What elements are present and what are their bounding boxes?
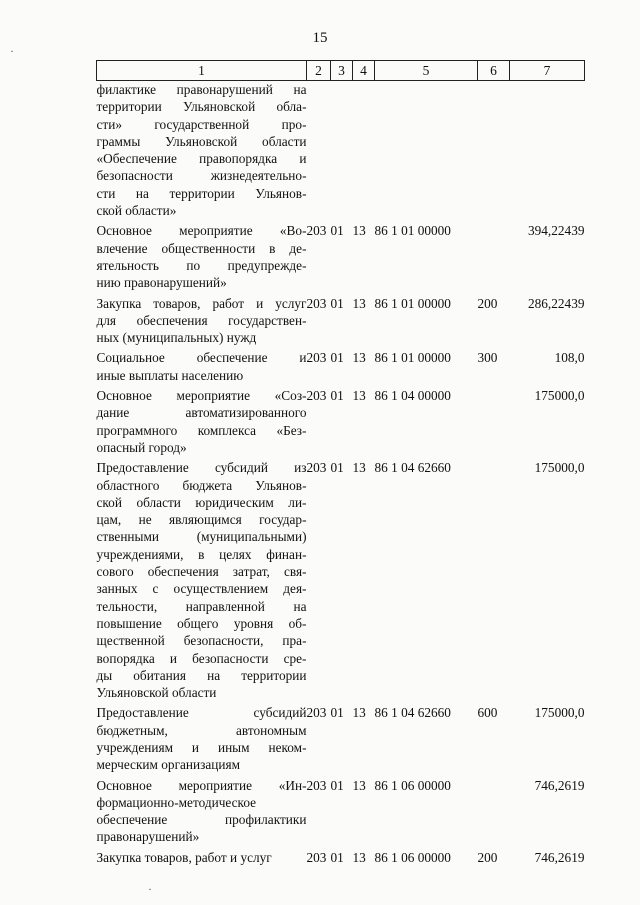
description-line: ных (муниципальных) нужд bbox=[96, 330, 257, 346]
table-row bbox=[97, 295, 585, 350]
row-description bbox=[97, 387, 307, 459]
row-sum: 746,2619 bbox=[534, 777, 585, 793]
table-row bbox=[97, 222, 585, 294]
row-description bbox=[97, 81, 307, 223]
description-line: вопорядка и безопасности сре- bbox=[96, 650, 307, 666]
row-glv-code: 203 bbox=[306, 777, 327, 793]
table-row bbox=[97, 777, 585, 849]
row-rz-code: 01 bbox=[330, 849, 344, 865]
table-header-row bbox=[97, 61, 585, 81]
row-sum: 175000,0 bbox=[534, 460, 585, 476]
row-vr-code: 600 bbox=[477, 705, 498, 721]
row-vr-code bbox=[478, 459, 510, 704]
row-rz-code bbox=[331, 81, 353, 223]
row-vr-code: 200 bbox=[477, 295, 498, 311]
description-line: ственными (муниципальными) bbox=[96, 529, 307, 545]
row-pr-code: 13 bbox=[352, 223, 366, 239]
row-rz-code: 01 bbox=[330, 460, 344, 476]
description-line: сового обеспечения затрат, свя- bbox=[96, 564, 307, 580]
description-line: программного комплекса «Без- bbox=[96, 422, 307, 438]
description-line: ды обитания на территории bbox=[96, 667, 307, 683]
description-line: безопасности жизнедеятельно- bbox=[96, 168, 307, 184]
budget-table bbox=[96, 60, 585, 869]
description-line: опасный город» bbox=[96, 439, 187, 455]
description-line: Предоставление субсидий bbox=[96, 705, 307, 721]
description-line: сти» государственной про- bbox=[96, 116, 307, 132]
description-line: мерческим организациям bbox=[96, 757, 241, 773]
row-vr-code: 200 bbox=[477, 849, 498, 865]
row-cs-code bbox=[375, 81, 478, 223]
row-vr-code bbox=[478, 387, 510, 459]
row-cs-code: 86 1 06 00000 bbox=[374, 849, 451, 865]
description-line: Социальное обеспечение и bbox=[96, 350, 307, 366]
row-rz-code: 01 bbox=[330, 388, 344, 404]
description-line: территории Ульяновской обла- bbox=[96, 99, 307, 115]
row-cs-code: 86 1 01 00000 bbox=[374, 295, 451, 311]
row-rz-code: 01 bbox=[330, 777, 344, 793]
row-cs-code: 86 1 01 00000 bbox=[374, 223, 451, 239]
table-row bbox=[97, 81, 585, 223]
row-glv-code: 203 bbox=[306, 460, 327, 476]
description-line: влечение общественности в де- bbox=[96, 240, 307, 256]
description-line: Ульяновской области bbox=[96, 685, 217, 701]
row-rz-code: 01 bbox=[330, 705, 344, 721]
description-line: Основное мероприятие «Во- bbox=[96, 223, 307, 239]
row-glv-code: 203 bbox=[306, 223, 327, 239]
description-line: иные выплаты населению bbox=[96, 367, 244, 383]
header-col-vr: 6 bbox=[478, 61, 510, 81]
description-line: Закупка товаров, работ и услуг bbox=[96, 295, 307, 311]
row-sum: 175000,0 bbox=[534, 388, 585, 404]
row-pr-code: 13 bbox=[352, 705, 366, 721]
row-description bbox=[97, 349, 307, 387]
row-cs-code: 86 1 04 62660 bbox=[374, 705, 451, 721]
description-line: областного бюджета Ульянов- bbox=[96, 477, 307, 493]
description-line: Предоставление субсидий из bbox=[96, 460, 307, 476]
row-vr-code: 300 bbox=[477, 350, 498, 366]
table-row bbox=[97, 349, 585, 387]
description-line: занных с осуществлением дея- bbox=[96, 581, 307, 597]
row-description bbox=[97, 849, 307, 869]
description-line: бюджетным, автономным bbox=[96, 722, 307, 738]
row-description bbox=[97, 459, 307, 704]
row-sum: 108,0 bbox=[554, 350, 585, 366]
header-col-rz: 3 bbox=[331, 61, 353, 81]
description-line: ской области» bbox=[96, 203, 177, 219]
description-line: для обеспечения государствен- bbox=[96, 312, 307, 328]
header-col-description: 1 bbox=[97, 61, 307, 81]
row-pr-code: 13 bbox=[352, 295, 366, 311]
row-sum bbox=[510, 81, 585, 223]
page-number: 15 bbox=[312, 30, 328, 46]
header-col-cs: 5 bbox=[375, 61, 478, 81]
description-line: нию правонарушений» bbox=[96, 275, 227, 291]
description-line: цам, не являющимся государ- bbox=[96, 512, 307, 528]
row-glv-code: 203 bbox=[306, 295, 327, 311]
row-glv-code: 203 bbox=[306, 350, 327, 366]
row-cs-code: 86 1 01 00000 bbox=[374, 350, 451, 366]
description-line: учреждениям и иным неком- bbox=[96, 739, 307, 755]
row-sum: 394,22439 bbox=[527, 223, 585, 239]
description-line: Основное мероприятие «Соз- bbox=[96, 388, 307, 404]
description-line: сти на территории Ульянов- bbox=[96, 185, 307, 201]
description-line: правонарушений» bbox=[96, 829, 200, 845]
table-row bbox=[97, 387, 585, 459]
description-line: щественной безопасности, пра- bbox=[96, 633, 307, 649]
row-description bbox=[97, 777, 307, 849]
row-sum: 746,2619 bbox=[534, 849, 585, 865]
description-line: «Обеспечение правопорядка и bbox=[96, 151, 307, 167]
description-line: Основное мероприятие «Ин- bbox=[96, 777, 307, 793]
row-pr-code: 13 bbox=[352, 460, 366, 476]
row-glv-code: 203 bbox=[306, 388, 327, 404]
row-pr-code: 13 bbox=[352, 388, 366, 404]
row-cs-code: 86 1 04 62660 bbox=[374, 460, 451, 476]
row-vr-code bbox=[478, 222, 510, 294]
header-col-glv: 2 bbox=[307, 61, 331, 81]
row-sum: 286,22439 bbox=[527, 295, 585, 311]
description-line: граммы Ульяновской области bbox=[96, 133, 307, 149]
row-cs-code: 86 1 04 00000 bbox=[374, 388, 451, 404]
row-glv-code bbox=[307, 81, 331, 223]
row-glv-code: 203 bbox=[306, 705, 327, 721]
description-line: тельности, направленной на bbox=[96, 598, 307, 614]
row-pr-code: 13 bbox=[352, 777, 366, 793]
description-line: филактике правонарушений на bbox=[96, 82, 307, 97]
row-vr-code bbox=[478, 81, 510, 223]
row-rz-code: 01 bbox=[330, 350, 344, 366]
scan-speck: · bbox=[148, 882, 152, 896]
description-line: обеспечение профилактики bbox=[96, 812, 307, 828]
description-line: ской области юридическим ли- bbox=[96, 494, 307, 510]
row-pr-code: 13 bbox=[352, 849, 366, 865]
description-line: учреждениями, в целях финан- bbox=[96, 546, 307, 562]
row-vr-code bbox=[478, 777, 510, 849]
row-pr-code: 13 bbox=[352, 350, 366, 366]
description-line: ятельность по предупрежде- bbox=[96, 257, 307, 273]
description-line: Закупка товаров, работ и услуг bbox=[96, 849, 272, 865]
row-description bbox=[97, 704, 307, 776]
row-rz-code: 01 bbox=[330, 295, 344, 311]
header-col-pr: 4 bbox=[353, 61, 375, 81]
row-description bbox=[97, 222, 307, 294]
row-pr-code bbox=[353, 81, 375, 223]
row-cs-code: 86 1 06 00000 bbox=[374, 777, 451, 793]
row-glv-code: 203 bbox=[306, 849, 327, 865]
row-description bbox=[97, 295, 307, 350]
row-rz-code: 01 bbox=[330, 223, 344, 239]
scan-speck: · bbox=[10, 44, 14, 58]
header-col-sum: 7 bbox=[510, 61, 585, 81]
table-row bbox=[97, 704, 585, 776]
table-row bbox=[97, 849, 585, 869]
table-row bbox=[97, 459, 585, 704]
description-line: формационно-методическое bbox=[96, 794, 257, 810]
description-line: повышение общего уровня об- bbox=[96, 615, 307, 631]
description-line: дание автоматизированного bbox=[96, 405, 307, 421]
row-sum: 175000,0 bbox=[534, 705, 585, 721]
